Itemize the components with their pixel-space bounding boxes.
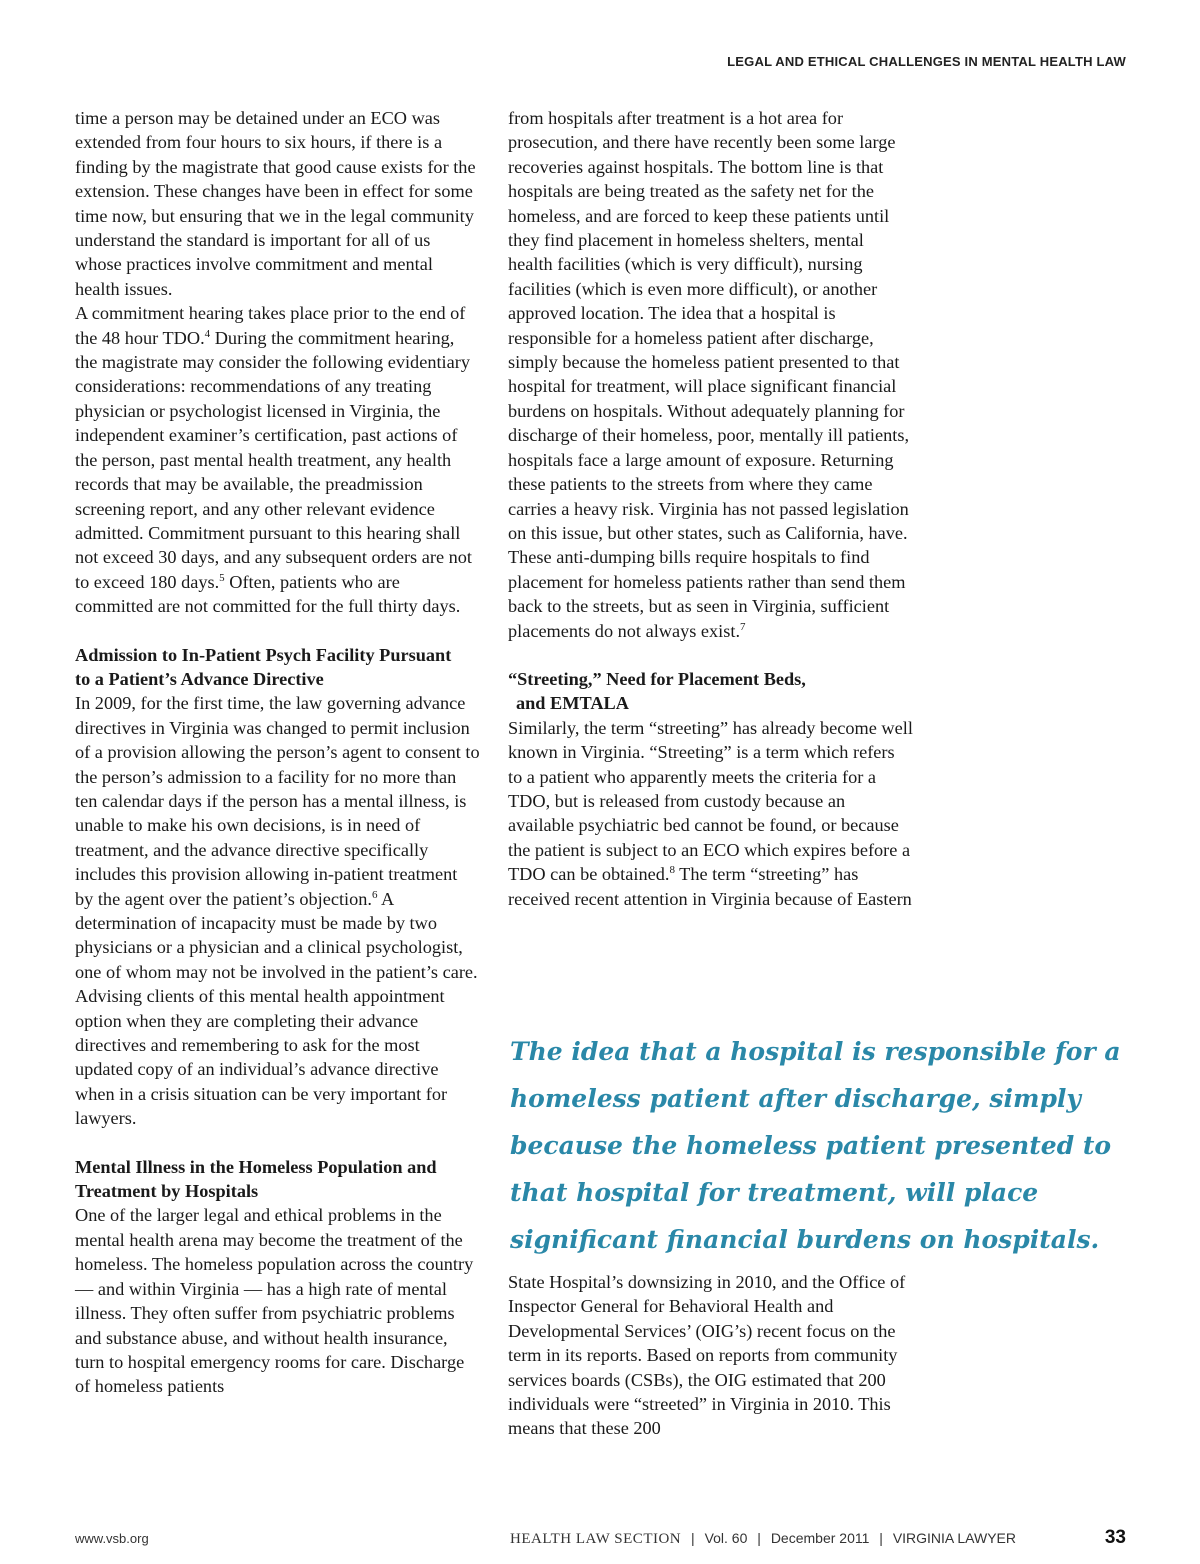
body-paragraph: State Hospital’s downsizing in 2010, and the Office of Inspector General for Behavioral Health and Developmental Services’ (OIG’s) recent focus on the term in its reports. Based on reports from community services boards (CSBs), the OIG estimated that 200 individuals were “streeted” in Virginia in 2010. This means that these 200: [508, 1272, 906, 1439]
footnote-ref: 5: [219, 571, 225, 584]
text-run: A commitment hearing takes place prior to the end of the 48 hour TDO.: [75, 303, 466, 348]
footnote-ref: 8: [669, 864, 675, 877]
text-run: In 2009, for the first time, the law governing advance directives in Virginia was changed to permit inclusion of a provision allowing the person’s agent to consent to the person’s admission to a facility for no more than ten calendar days if the person has a mental illness, is unable to make his own decisions, is in need of treatment, and the advance directive specifically includes this provision allowing in-patient treatment by the agent over the patient’s objection.: [75, 693, 480, 909]
footnote-ref: 4: [204, 327, 211, 340]
section-heading: [75, 1155, 480, 1204]
text-run: The term “streeting” has received recent attention in Virginia because of Eastern: [508, 864, 912, 909]
footer-section-name: HEALTH LAW SECTION: [510, 1531, 682, 1547]
footer-volume: Vol. 60: [704, 1530, 748, 1546]
footer-separator: |: [691, 1530, 695, 1546]
body-paragraph: One of the larger legal and ethical problems in the mental health arena may become the treatment of the homeless. The homeless population across the country — and within Virginia — has a high rate of mental illness. They often suffer from psychiatric problems and substance abuse, and without health insurance, turn to hospital emergency rooms for care. Discharge of homeless patients: [75, 1205, 474, 1397]
text-run: During the commitment hearing, the magistrate may consider the following evidentiary considerations: recommendations of any treating physician or psychologist licensed in Virginia, the independent examiner’s certification, past actions of the person, past mental health treatment, any health records that may be available, the preadmission screening report, and any other relevant evidence admitted. Commitment pursuant to this hearing shall not exceed 30 days, and any subsequent orders are not to exceed 180 days.: [75, 327, 472, 592]
footer-website: www.vsb.org: [75, 1531, 149, 1546]
section-heading-line: and EMTALA: [516, 693, 629, 714]
text-run: A determination of incapacity must be made by two physicians or a physician and a clinical psychologist, one of whom may not be involved in the patient’s care. Advising clients of this mental health appointment option when they are completing their advance directives and remembering to ask for the most updated copy of an individual’s advance directive when in a crisis situation can be very important for lawyers.: [75, 888, 478, 1129]
right-column-top: [508, 106, 913, 911]
pull-quote: The idea that a hospital is responsible for a homeless patient after discharge, simply because the homeless patient presented to that hospital for treatment, will place significant financial burdens on hospitals.: [510, 1037, 1121, 1254]
running-head-title: LEGAL AND ETHICAL CHALLENGES IN MENTAL HEALTH LAW: [727, 54, 1126, 69]
section-heading-line: Mental Illness in the Homeless Population and: [75, 1156, 437, 1177]
section-heading: [508, 667, 913, 716]
section-heading-line: “Streeting,” Need for Placement Beds,: [508, 668, 806, 689]
footer-date: December 2011: [770, 1530, 870, 1546]
section-heading-line: to a Patient’s Advance Directive: [75, 668, 324, 689]
footer-separator: |: [879, 1530, 883, 1546]
body-paragraph: [508, 716, 913, 911]
footnote-ref: 7: [740, 620, 746, 633]
body-paragraph: [75, 691, 480, 1130]
footer-publication: VIRGINIA LAWYER: [892, 1530, 1016, 1546]
footnote-ref: 6: [371, 888, 378, 901]
text-run: Similarly, the term “streeting” has already become well known in Virginia. “Streeting” is a term which refers to a patient who apparently meets the criteria for a TDO, but is released from custody because an available psychiatric bed cannot be found, or because the patient is subject to an ECO which expires before a TDO can be obtained.: [508, 717, 913, 885]
body-paragraph: [75, 301, 480, 618]
body-paragraph: [508, 106, 913, 643]
section-heading-line: Treatment by Hospitals: [75, 1181, 259, 1202]
footer-separator: |: [757, 1530, 761, 1546]
text-run: from hospitals after treatment is a hot area for prosecution, and there have recently been some large recoveries against hospitals. The bottom line is that hospitals are being treated as the safety net for the homeless, and are forced to keep these patients until they find placement in homeless shelters, mental health facilities (which is very difficult), nursing facilities (which is even more difficult), or another approved location. The idea that a hospital is responsible for a homeless patient after discharge, simply because the homeless patient presented to that hospital for treatment, will place significant financial burdens on hospitals. Without adequately planning for discharge of their homeless, poor, mentally ill patients, hospitals face a large amount of exposure. Returning these patients to the streets from where they came carries a heavy risk. Virginia has not passed legislation on this issue, but other states, such as California, have. These anti-dumping bills require hospitals to find placement for homeless patients rather than send them back to the streets, but as seen in Virginia, sufficient placements do not always exist.: [508, 108, 910, 641]
text-run: Often, patients who are committed are not committed for the full thirty days.: [75, 571, 461, 617]
page-number: 33: [1104, 1527, 1126, 1548]
footer-meta: [510, 1530, 1016, 1548]
section-heading-line: Admission to In-Patient Psych Facility Pursuant: [75, 644, 452, 665]
section-heading: [75, 643, 480, 692]
body-paragraph: time a person may be detained under an ECO was extended from four hours to six hours, if there is a finding by the magistrate that good cause exists for the extension. These changes have been in effect for some time now, but ensuring that we in the legal community understand the standard is important for all of us whose practices involve commitment and mental health issues.: [75, 108, 476, 299]
left-column: [75, 106, 480, 1399]
right-column-bottom: [508, 1270, 913, 1441]
